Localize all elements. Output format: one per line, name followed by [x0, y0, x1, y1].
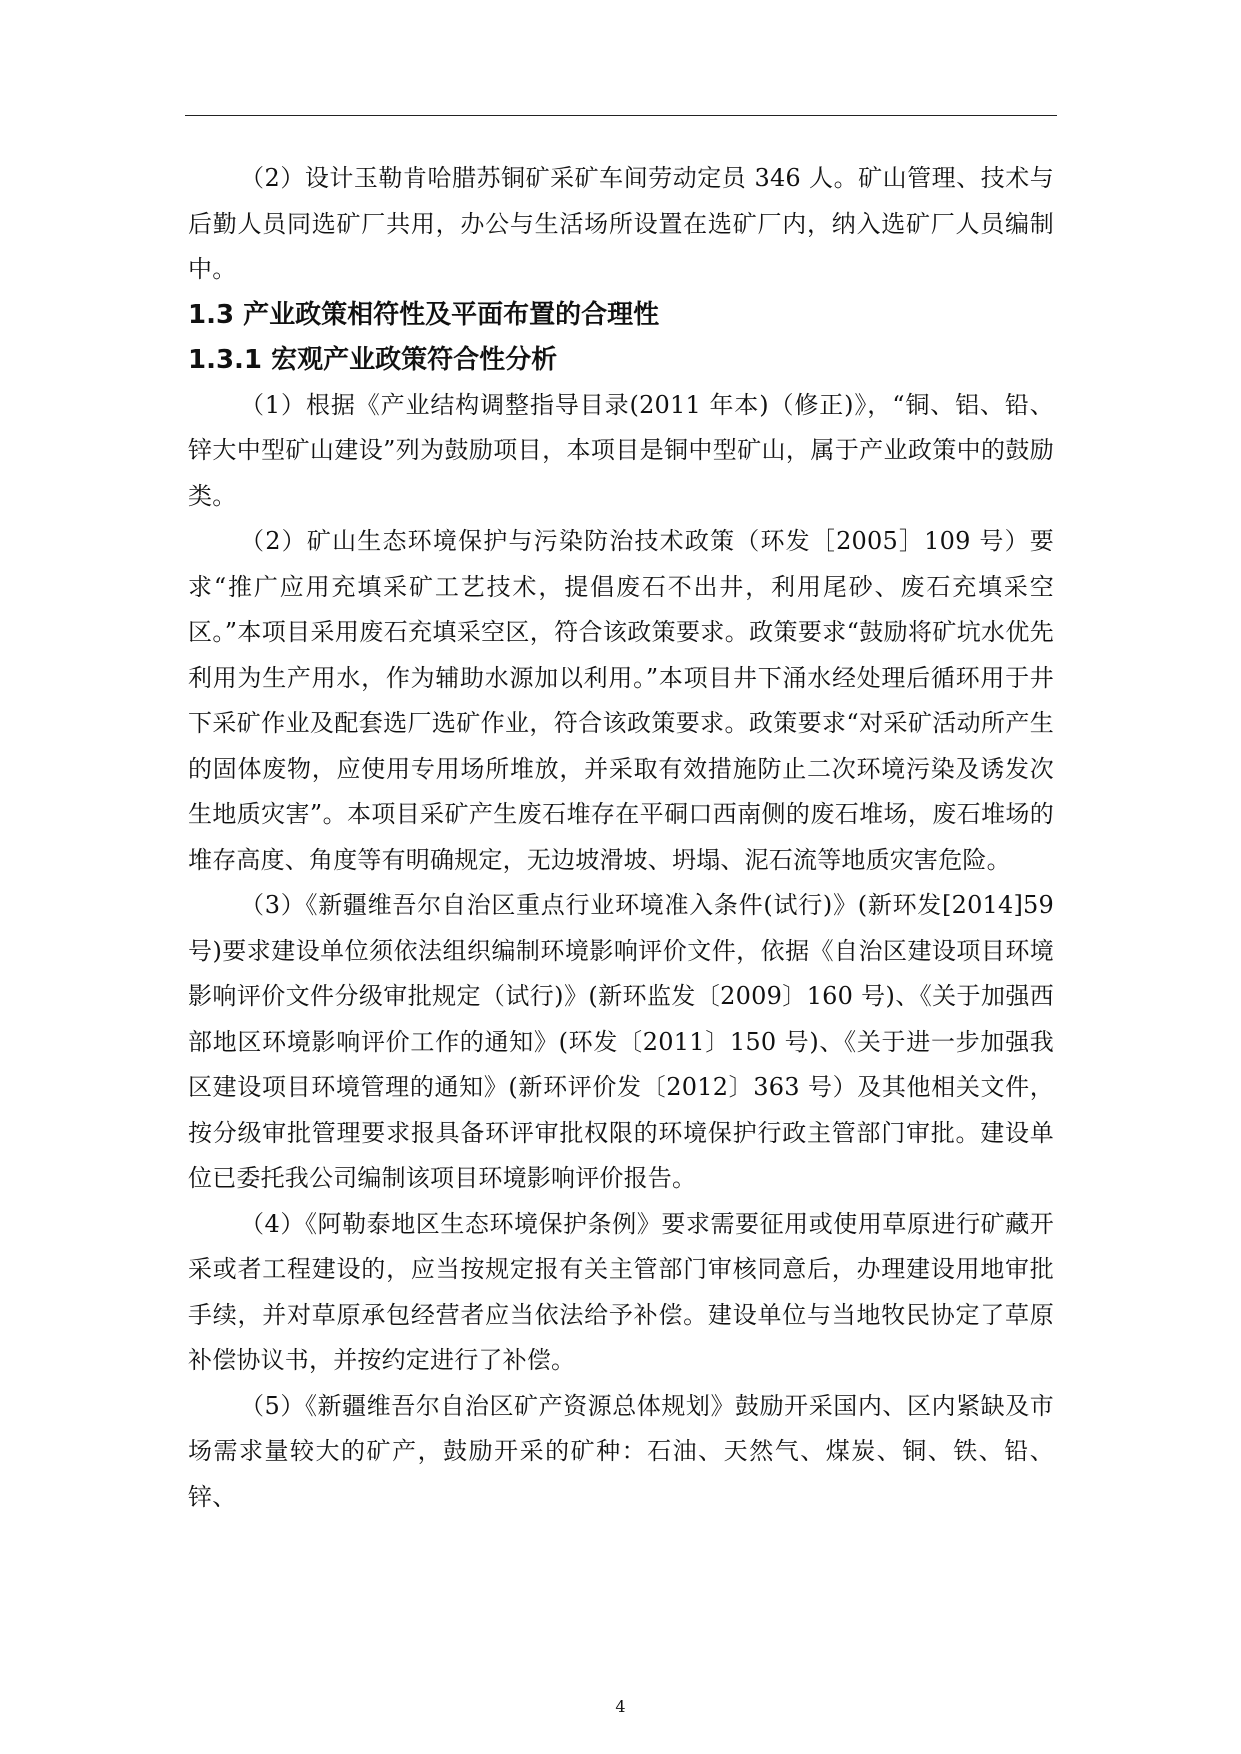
paragraph-policy-4: （4）《阿勒泰地区生态环境保护条例》要求需要征用或使用草原进行矿藏开采或者工程建设的，应当按规定报有关主管部门审核同意后，办理建设用地审批手续，并对草原承包经营者应当依法给予补偿。建设单位与当地牧民协定了草原补偿协议书，并按约定进行了补偿。	[188, 1209, 1054, 1374]
subsection-heading: 1.3.1 宏观产业政策符合性分析	[188, 344, 558, 375]
paragraph-policy-1: （1）根据《产业结构调整指导目录(2011 年本)（修正)》，“铜、铝、铅、锌大中型矿山建设”列为鼓励项目，本项目是铜中型矿山，属于产业政策中的鼓励类。	[188, 390, 1054, 510]
paragraph-policy-3: （3）《新疆维吾尔自治区重点行业环境准入条件(试行)》(新环发[2014]59 号)要求建设单位须依法组织编制环境影响评价文件，依据《自治区建设项目环境影响评价文件分级审批规定（试行)》(新环监发〔2009〕160 号)、《关于加强西部地区环境影响评价工作的通知》(环发〔2011〕150 号)、《关于进一步加强我区建设项目环境管理的通知》(新环评价发〔2012〕363 号）及其他相关文件，按分级审批管理要求报具备环评审批权限的环境保护行政主管部门审批。建设单位已委托我公司编制该项目环境影响评价报告。	[188, 891, 1054, 1192]
paragraph-policy-2: （2）矿山生态环境保护与污染防治技术政策（环发［2005］109 号）要求“推广应用充填采矿工艺技术，提倡废石不出井，利用尾砂、废石充填采空区。”本项目采用废石充填采空区，符合该政策要求。政策要求“鼓励将矿坑水优先利用为生产用水，作为辅助水源加以利用。”本项目井下涌水经处理后循环用于井下采矿作业及配套选厂选矿作业，符合该政策要求。政策要求“对采矿活动所产生的固体废物，应使用专用场所堆放，并采取有效措施防止二次环境污染及诱发次生地质灾害”。本项目采矿产生废石堆存在平硐口西南侧的废石堆场，废石堆场的堆存高度、角度等有明确规定，无边坡滑坡、坍塌、泥石流等地质灾害危险。	[188, 527, 1054, 874]
page-number: 4	[615, 1697, 626, 1716]
header-rule	[185, 115, 1057, 116]
paragraph-policy-5: （5）《新疆维吾尔自治区矿产资源总体规划》鼓励开采国内、区内紧缺及市场需求量较大的矿产，鼓励开采的矿种：石油、天然气、煤炭、铜、铁、铅、锌、	[188, 1391, 1054, 1511]
paragraph-staffing: （2）设计玉勒肯哈腊苏铜矿采矿车间劳动定员 346 人。矿山管理、技术与后勤人员同选矿厂共用，办公与生活场所设置在选矿厂内，纳入选矿厂人员编制中。	[188, 164, 1054, 283]
section-heading: 1.3 产业政策相符性及平面布置的合理性	[188, 299, 660, 330]
document-body	[188, 156, 1054, 1520]
